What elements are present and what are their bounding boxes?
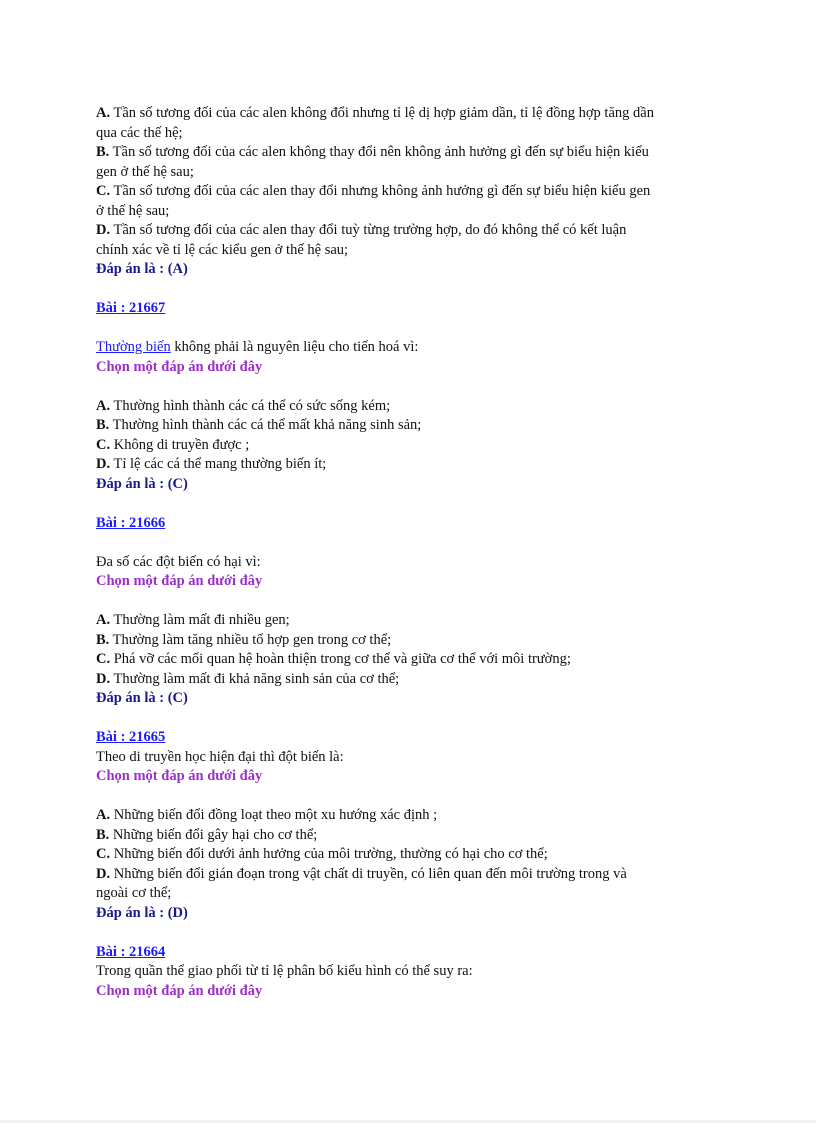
option-d-continuation: ngoài cơ thể; bbox=[96, 885, 172, 901]
option-b-continuation: gen ở thế hệ sau; bbox=[96, 163, 194, 180]
question-text: Thường biến không phải là nguyên liệu cho tiến hoá vì: bbox=[96, 339, 419, 355]
option-d: D. Thường làm mất đi khả năng sinh sản của cơ thể; bbox=[96, 670, 400, 687]
question-21664 bbox=[96, 943, 716, 1002]
choose-answer-prompt: Chọn một đáp án dưới đây bbox=[96, 982, 263, 999]
answer-text: Đáp án là : (A) bbox=[96, 261, 188, 277]
intro-question-block bbox=[96, 104, 716, 280]
choose-answer-prompt: Chọn một đáp án dưới đây bbox=[96, 358, 263, 375]
option-b: B. Những biến đổi gây hại cho cơ thể; bbox=[96, 826, 318, 843]
option-b: B. Tần số tương đối của các alen không thay đổi nên không ảnh hưởng gì đến sự biểu hiện kiểu bbox=[96, 144, 649, 160]
option-b: B. Thường làm tăng nhiều tổ hợp gen trong cơ thể; bbox=[96, 631, 392, 648]
question-title-link[interactable]: Bài : 21664 bbox=[96, 943, 166, 960]
option-c-continuation: ở thế hệ sau; bbox=[96, 202, 170, 219]
option-a: A. Tần số tương đối của các alen không đổi nhưng tỉ lệ dị hợp giảm dần, tỉ lệ đồng hợp tăng dần bbox=[96, 105, 654, 121]
question-21665 bbox=[96, 728, 716, 923]
answer-text: Đáp án là : (D) bbox=[96, 904, 188, 921]
choose-answer-prompt: Chọn một đáp án dưới đây bbox=[96, 573, 263, 589]
option-c: C. Những biến đổi dưới ảnh hưởng của môi trường, thường có hại cho cơ thể; bbox=[96, 846, 548, 862]
question-21666 bbox=[96, 514, 716, 709]
question-text: Theo di truyền học hiện đại thì đột biến là: bbox=[96, 748, 344, 765]
question-21667 bbox=[96, 299, 716, 494]
option-d: D. Tần số tương đối của các alen thay đổi tuỳ từng trường hợp, do đó không thể có kết luận bbox=[96, 222, 627, 238]
question-title-link[interactable]: Bài : 21665 bbox=[96, 729, 166, 745]
option-d-continuation: chính xác về tỉ lệ các kiểu gen ở thế hệ sau; bbox=[96, 241, 349, 258]
option-a: A. Thường làm mất đi nhiều gen; bbox=[96, 612, 290, 628]
option-a: A. Thường hình thành các cá thể có sức sống kém; bbox=[96, 397, 391, 414]
option-d: D. Tỉ lệ các cá thể mang thường biến ít; bbox=[96, 456, 327, 472]
question-text: Đa số các đột biến có hại vì: bbox=[96, 553, 261, 570]
option-c: C. Tần số tương đối của các alen thay đổi nhưng không ảnh hưởng gì đến sự biểu hiện kiểu gen bbox=[96, 183, 651, 199]
answer-text: Đáp án là : (C) bbox=[96, 690, 188, 706]
document-body bbox=[96, 104, 716, 1001]
option-d: D. Những biến đổi gián đoạn trong vật chất di truyền, có liên quan đến môi trường trong và bbox=[96, 865, 627, 882]
question-title-link[interactable]: Bài : 21666 bbox=[96, 514, 166, 531]
question-title-link[interactable]: Bài : 21667 bbox=[96, 300, 166, 316]
option-a: A. Những biến đổi đồng loạt theo một xu hướng xác định ; bbox=[96, 807, 438, 823]
term-link[interactable]: Thường biến bbox=[96, 339, 171, 355]
option-c: C. Không di truyền được ; bbox=[96, 436, 250, 453]
option-c: C. Phá vỡ các mối quan hệ hoàn thiện trong cơ thể và giữa cơ thể với môi trường; bbox=[96, 651, 571, 667]
option-a-continuation: qua các thế hệ; bbox=[96, 124, 183, 141]
choose-answer-prompt: Chọn một đáp án dưới đây bbox=[96, 768, 263, 784]
option-b: B. Thường hình thành các cá thể mất khả năng sinh sản; bbox=[96, 417, 422, 433]
answer-text: Đáp án là : (C) bbox=[96, 475, 188, 492]
question-text: Trong quần thể giao phối từ tỉ lệ phân bố kiểu hình có thể suy ra: bbox=[96, 963, 473, 979]
